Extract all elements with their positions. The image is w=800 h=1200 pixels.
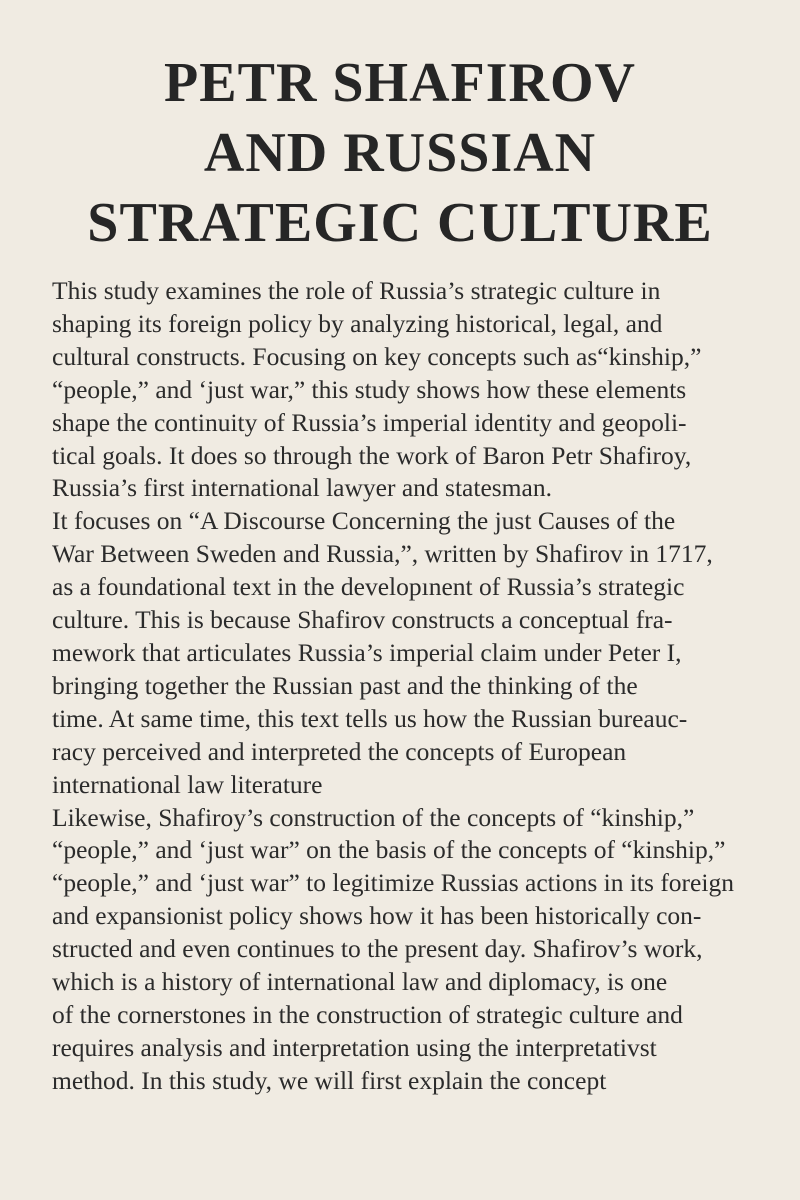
text-line: method. In this study, we will first explain the concept <box>52 1065 607 1095</box>
text-line: culture. This is because Shafirov constructs a conceptual fra- <box>52 605 673 635</box>
text-line: shaping its foreign policy by analyzing historical, legal, and <box>52 308 663 338</box>
text-line: time. At same time, this text tells us how the Russian bureauc- <box>52 703 688 733</box>
text-line: of the cornerstones in the construction of strategic culture and <box>52 999 683 1029</box>
text-line: shape the continuity of Russia’s imperial identity and geopoli- <box>52 407 687 437</box>
text-line: racy perceived and interpreted the concepts of European <box>52 736 627 766</box>
abstract-text <box>52 275 772 1098</box>
text-line: “people,” and ‘just war” to legitimize Russias actions in its foreign <box>52 868 734 898</box>
text-line: tical goals. It does so through the work of Baron Petr Shafiroy, <box>52 440 692 470</box>
text-line: which is a history of international law and diplomacy, is one <box>52 967 668 997</box>
document-title <box>0 48 800 258</box>
text-line: “people,” and ‘just war” on the basis of the concepts of “kinship,” <box>52 835 726 865</box>
text-line: bringing together the Russian past and the thinking of the <box>52 670 638 700</box>
title-line: PETR SHAFIROV <box>164 52 636 114</box>
text-line: War Between Sweden and Russia,”, written by Shafirov in 1717, <box>52 539 713 569</box>
title-line: AND RUSSIAN <box>203 122 597 184</box>
text-line: and expansionist policy shows how it has been historically con- <box>52 901 702 931</box>
text-line: structed and even continues to the present day. Shafirov’s work, <box>52 934 703 964</box>
text-line: cultural constructs. Focusing on key concepts such as“kinship,” <box>52 341 702 371</box>
text-line: Russia’s first international lawyer and statesman. <box>52 473 552 503</box>
text-line: It focuses on “A Discourse Concerning the just Causes of the <box>52 506 676 536</box>
text-line: This study examines the role of Russia’s strategic culture in <box>52 276 661 305</box>
text-line: “people,” and ‘just war,” this study shows how these elements <box>52 374 687 404</box>
text-line: international law literature <box>52 769 323 799</box>
text-line: mework that articulates Russia’s imperial claim under Peter I, <box>52 637 682 667</box>
text-line: requires analysis and interpretation using the interpretativst <box>52 1032 657 1062</box>
text-line: as a foundational text in the developınent of Russia’s strategic <box>52 572 685 602</box>
title-line: STRATEGIC CULTURE <box>87 192 713 254</box>
text-line: Likewise, Shafiroy’s construction of the concepts of “kinship,” <box>52 802 695 832</box>
